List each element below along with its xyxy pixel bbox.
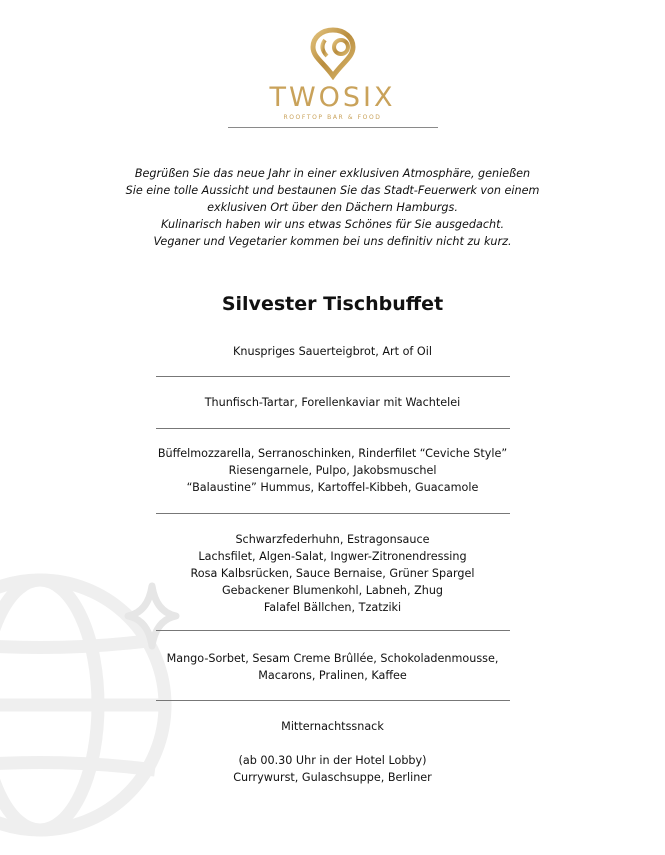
course-line: Currywurst, Gulaschsuppe, Berliner	[233, 771, 432, 784]
course-line: Lachsfilet, Algen-Salat, Ingwer-Zitronendressing	[198, 550, 467, 563]
course-line: “Balaustine” Hummus, Kartoffel-Kibbeh, Guacamole	[186, 481, 479, 494]
course-1	[120, 343, 545, 360]
intro-line: Veganer und Vegetarier kommen bei uns definitiv nicht zu kurz.	[153, 235, 512, 248]
course-divider	[156, 700, 510, 701]
course-divider	[156, 376, 510, 377]
brand-name: TWOSIX	[269, 82, 396, 113]
course-2	[120, 394, 545, 411]
course-divider	[156, 513, 510, 514]
course-line: Rosa Kalbsrücken, Sauce Bernaise, Grüner Spargel	[190, 567, 475, 580]
course-line: Mitternachtssnack	[281, 720, 384, 733]
intro-line: Kulinarisch haben wir uns etwas Schönes für Sie ausgedacht.	[160, 218, 505, 231]
intro-line: Sie eine tolle Aussicht und bestaunen Sie das Stadt-Feuerwerk von einem	[125, 184, 540, 197]
intro-text	[90, 165, 575, 250]
intro-line: exklusiven Ort über den Dächern Hamburgs.	[207, 201, 458, 214]
brand-logo	[0, 16, 665, 122]
course-line: Schwarzfederhuhn, Estragonsauce	[235, 533, 430, 546]
course-line: (ab 00.30 Uhr in der Hotel Lobby)	[238, 754, 427, 767]
course-line: Mango-Sorbet, Sesam Creme Brûllée, Schokoladenmousse,	[166, 652, 499, 665]
course-6	[120, 718, 545, 786]
twosix-logo-icon	[305, 16, 361, 80]
course-line: Gebackener Blumenkohl, Labneh, Zhug	[221, 584, 444, 597]
course-divider	[156, 428, 510, 429]
menu-title: Silvester Tischbuffet	[221, 293, 444, 315]
course-3	[120, 445, 545, 496]
course-line: Riesengarnele, Pulpo, Jakobsmuschel	[228, 464, 437, 477]
course-line: Büffelmozzarella, Serranoschinken, Rinderfilet “Ceviche Style”	[157, 447, 508, 460]
course-5	[120, 650, 545, 684]
logo-divider	[228, 127, 438, 128]
course-line: Knuspriges Sauerteigbrot, Art of Oil	[233, 345, 432, 358]
intro-line: Begrüßen Sie das neue Jahr in einer exklusiven Atmosphäre, genießen	[134, 167, 531, 180]
course-line: Falafel Bällchen, Tzatziki	[263, 601, 402, 614]
course-line: Thunfisch-Tartar, Forellenkaviar mit Wachtelei	[204, 396, 461, 409]
course-divider	[156, 630, 510, 631]
brand-tagline: ROOFTOP BAR & FOOD	[283, 114, 382, 121]
course-4	[120, 531, 545, 616]
course-line: Macarons, Pralinen, Kaffee	[258, 669, 407, 682]
course-spacer	[120, 735, 545, 752]
